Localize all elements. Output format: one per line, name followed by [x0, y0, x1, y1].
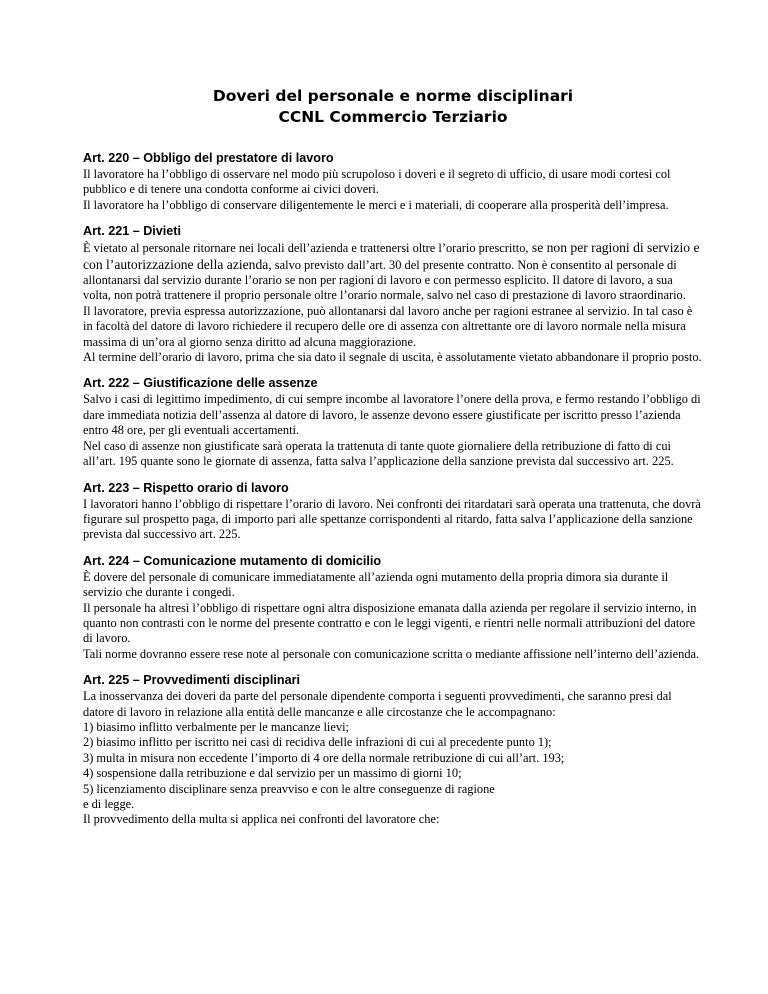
document-page	[83, 0, 703, 839]
article-paragraph: È dovere del personale di comunicare immediatamente all’azienda ogni mutamento della propria dimora sia durante il servizio che durante i congedi.	[83, 569, 669, 600]
list-item: 1) biasimo inflitto verbalmente per le mancanze lievi;	[83, 719, 349, 734]
article-heading: Art. 221 – Divieti	[83, 224, 181, 239]
articles	[83, 151, 703, 828]
paragraph-text: È vietato al personale ritornare nei locali dell’azienda e trattenersi oltre l’orario prescritto,	[83, 241, 529, 256]
list-item: 5) licenziamento disciplinare senza preavviso e con le altre conseguenze di ragione	[83, 781, 495, 796]
article-heading: Art. 220 – Obbligo del prestatore di lavoro	[83, 151, 334, 165]
article-paragraph: Il personale ha altresì l’obbligo di rispettare ogni altra disposizione emanata dalla azienda per regolare il servizio interno, in quanto non contrasti con le norme del presente contratto e con le leggi vigenti, e rientri nelle normali attribuzioni del datore di lavoro.	[83, 600, 697, 646]
article-225	[83, 673, 703, 828]
article-paragraph: Il lavoratore ha l’obbligo di conservare diligentemente le merci e i materiali, di cooperare alla prosperità dell’impresa.	[83, 197, 669, 212]
article-heading: Art. 222 – Giustificazione delle assenze	[83, 376, 318, 391]
list-item: 4) sospensione dalla retribuzione e dal servizio per un massimo di giorni 10;	[83, 766, 462, 781]
title-line-2: CCNL Commercio Terziario	[278, 108, 508, 126]
article-paragraph: Salvo i casi di legittimo impedimento, di cui sempre incombe al lavoratore l’onere della prova, e fermo restando l’obbligo di dare immediata notizia dell’assenza al datore di lavoro, le assenze devono essere giustificate per iscritto presso l’azienda entro 48 ore, per gli eventuali accertamenti.	[83, 392, 701, 438]
title-line-1: Doveri del personale e norme disciplinari	[212, 87, 574, 105]
article-paragraph: La inosservanza dei doveri da parte del personale dipendente comporta i seguenti provvedimenti, che saranno presi dal datore di lavoro in relazione alla entità delle mancanze e alle circostanze che le accompagnano:	[83, 689, 672, 719]
article-heading: Art. 224 – Comunicazione mutamento di domicilio	[83, 553, 382, 568]
article-paragraph: Il lavoratore ha l’obbligo di osservare nel modo più scrupoloso i doveri e il segreto di ufficio, di usare modi cortesi col pubblico e di tenere una condotta conforme ai civici doveri.	[83, 167, 671, 197]
list-item-continuation: e di legge.	[83, 797, 135, 811]
article-paragraph: Il lavoratore, previa espressa autorizzazione, può allontanarsi dal lavoro anche per ragioni estranee al servizio. In tal caso è in facoltà del datore di lavoro richiedere il recupero delle ore di assenza con altrettante ore di lavoro normale nella misura massima di un’ora al giorno senza diritto ad alcuna maggiorazione.	[83, 303, 693, 349]
article-223	[83, 481, 703, 543]
article-paragraph	[83, 240, 703, 304]
article-224	[83, 554, 703, 662]
document-title	[83, 0, 703, 128]
article-paragraph: Al termine dell’orario di lavoro, prima che sia dato il segnale di uscita, è assolutamente vietato abbandonare il proprio posto.	[83, 350, 702, 365]
article-221	[83, 224, 703, 365]
list-item: 2) biasimo inflitto per iscritto nei casi di recidiva delle infrazioni di cui al precedente punto 1);	[83, 735, 552, 750]
article-heading: Art. 223 – Rispetto orario di lavoro	[83, 480, 289, 495]
article-paragraph: Tali norme dovranno essere rese note al personale con comunicazione scritta o mediante affissione nell’interno dell’azienda.	[83, 646, 700, 661]
article-220	[83, 151, 703, 213]
paragraph-text: salvo previsto dall’art. 30 del presente contratto. Non è consentito al personale di allontanarsi dal servizio durante l’orario se non per ragioni di lavoro e con permesso esplicito. Il datore di lavoro, a sua volta, non potrà trattenere il proprio personale oltre l’orario normale, salvo nel caso di prestazione di lavoro straordinario.	[83, 257, 686, 303]
article-paragraph: Il provvedimento della multa si applica nei confronti del lavoratore che:	[83, 812, 440, 827]
article-heading: Art. 225 – Provvedimenti disciplinari	[83, 673, 300, 688]
article-222	[83, 376, 703, 469]
article-paragraph: Nel caso di assenze non giustificate sarà operata la trattenuta di tante quote giornaliere della retribuzione di fatto di cui all’art. 195 quante sono le giornate di assenza, fatta salva l’applicazione della sanzione prevista dal successivo art. 225.	[83, 438, 674, 469]
list-item: 3) multa in misura non eccedente l’importo di 4 ore della normale retribuzione di cui all’art. 193;	[83, 750, 565, 765]
article-paragraph: I lavoratori hanno l’obbligo di rispettare l’orario di lavoro. Nei confronti dei ritardatari sarà operata una trattenuta, che dovrà figurare sul prospetto paga, di importo pari alle spettanze corrispondenti al ritardo, fatta salva l’applicazione della sanzione prevista dal successivo art. 225.	[83, 496, 701, 542]
paragraph-text-larger: se non per ragioni di servizio e con l’autorizzazione della azienda,	[83, 240, 700, 272]
